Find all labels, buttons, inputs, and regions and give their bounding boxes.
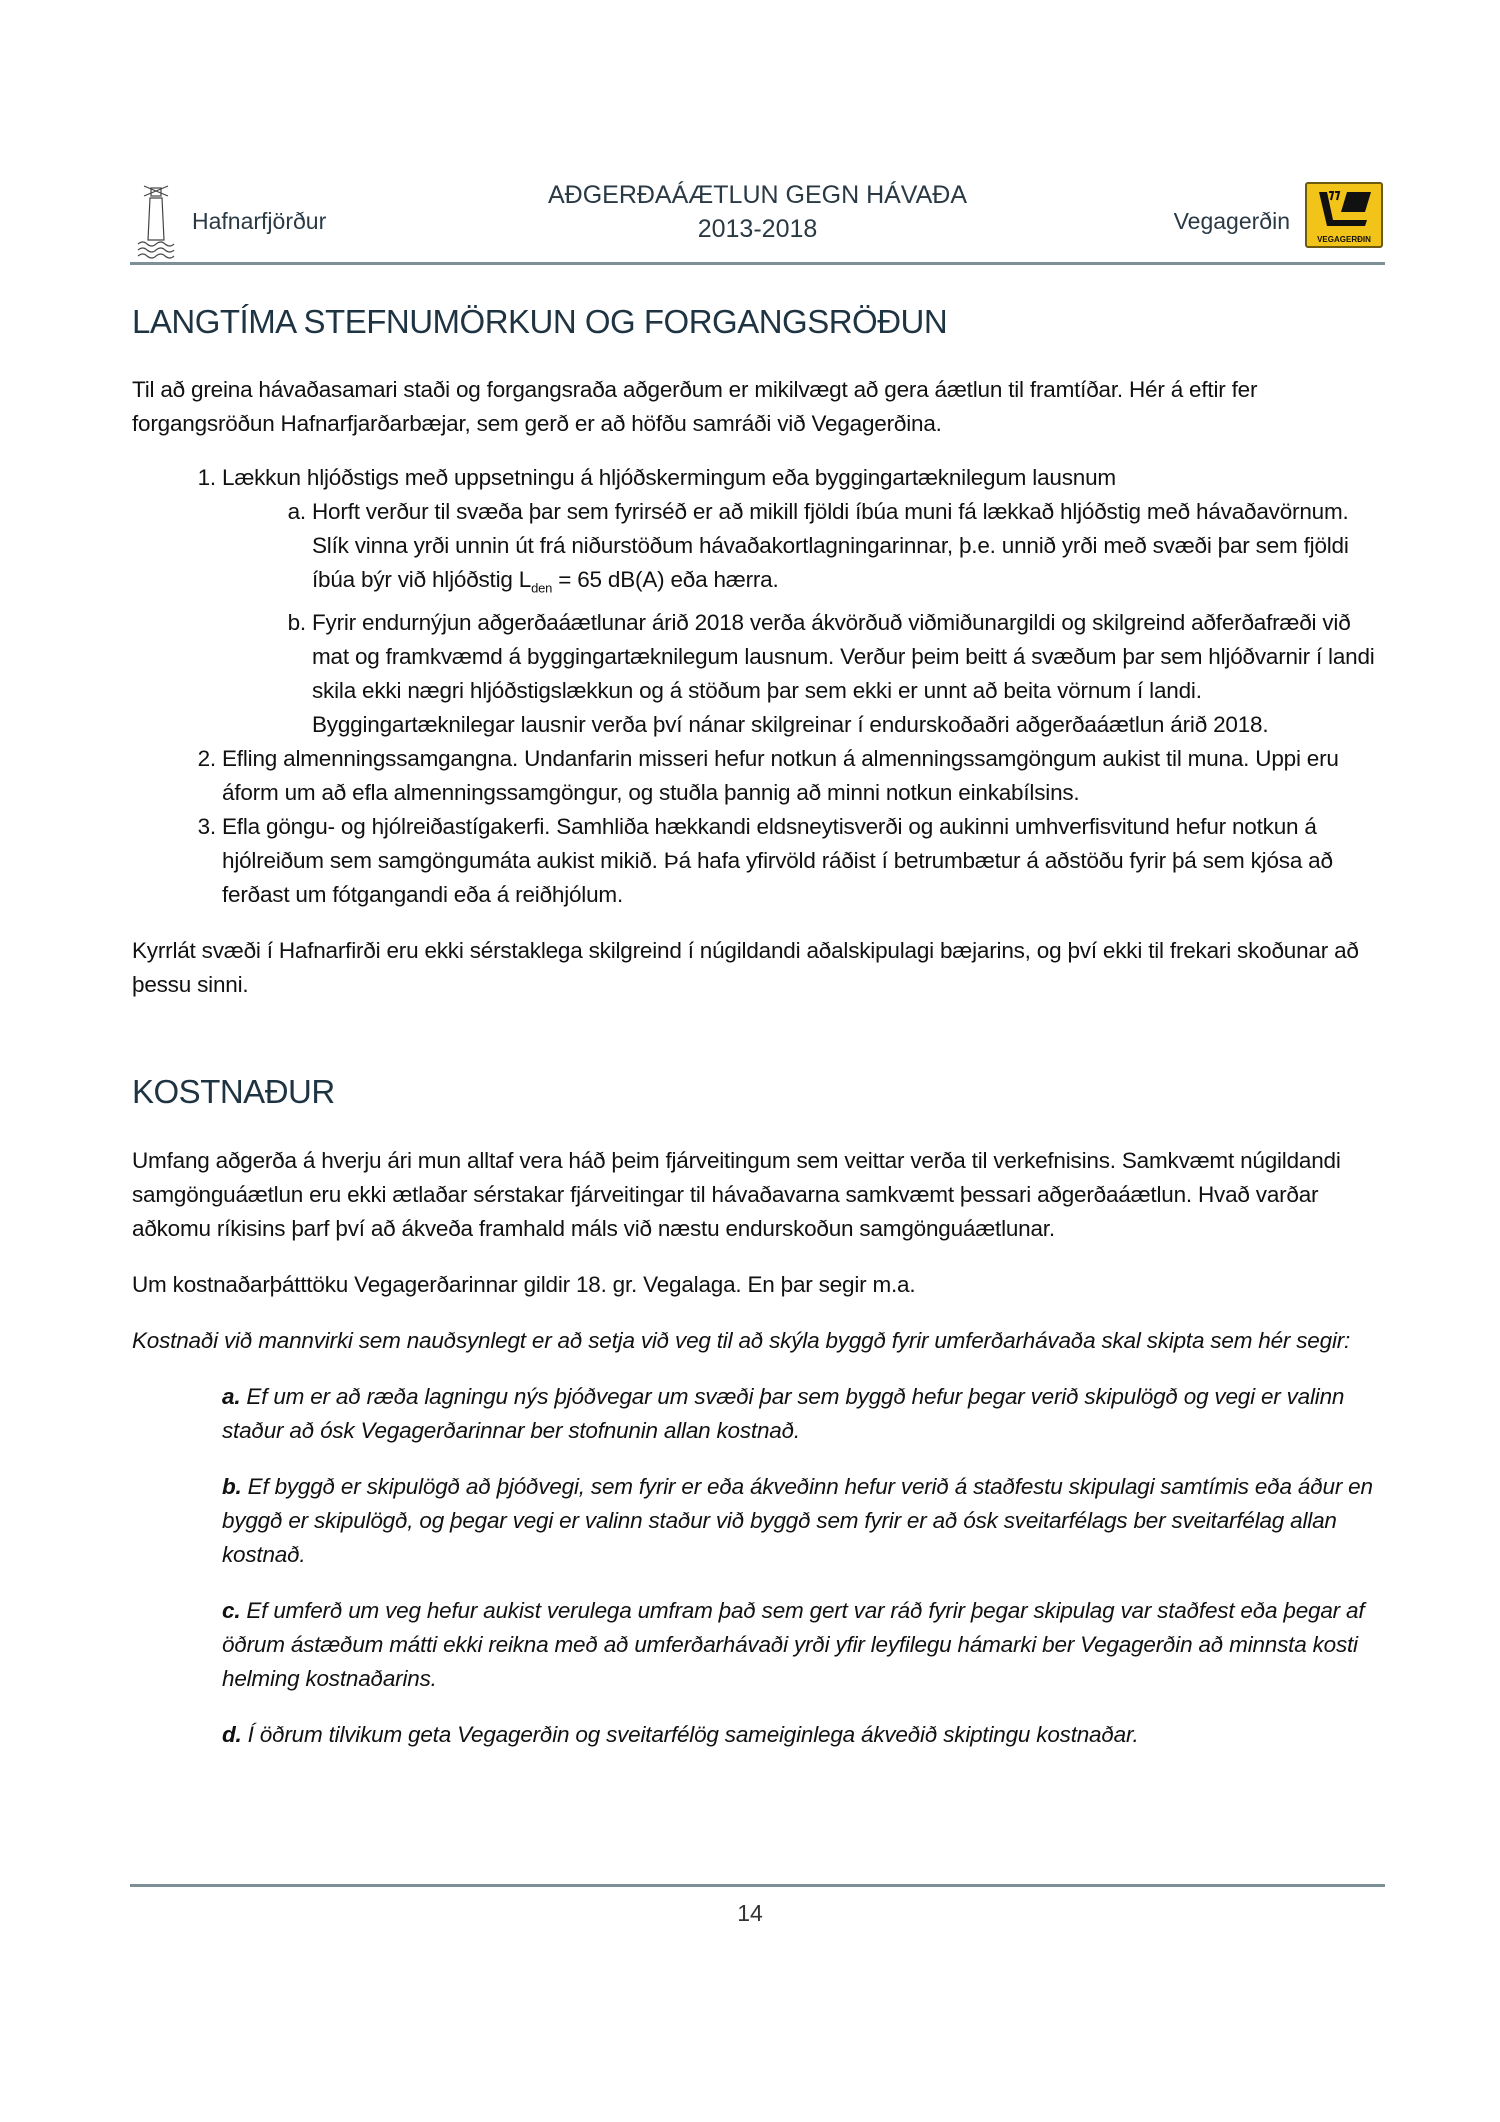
list-item-text: = 65 dB(A) eða hærra. (552, 567, 779, 592)
list-item-text: Lækkun hljóðstigs með uppsetningu á hljóðskermingum eða byggingartæknilegum lausnum (222, 465, 1116, 490)
quote-item (222, 1594, 1390, 1696)
section-heading-priorities: LANGTÍMA STEFNUMÖRKUN OG FORGANGSRÖÐUN (132, 303, 948, 340)
quote-item (222, 1380, 1390, 1448)
header-divider (130, 262, 1385, 265)
quote-label: a. (222, 1384, 241, 1409)
paragraph: Umfang aðgerða á hverju ári mun alltaf vera háð þeim fjárveitingum sem veittar verða til verkefnisins. Samkvæmt núgildandi samgönguáætlun eru ekki ætlaðar sérstakar fjárveitingar til hávaðavarna samkvæmt þessari aðgerðaáætlun. Hvað varðar aðkomu ríkisins þarf því að ákveða framhald máls við næstu endurskoðun samgönguáætlunar. (132, 1148, 1341, 1241)
quote-text: Í öðrum tilvikum geta Vegagerðin og sveitarfélög sameiginlega ákveðið skiptingu kostnaðar. (241, 1722, 1139, 1747)
header-right-label: Vegagerðin (1173, 208, 1290, 234)
quote-text: Ef byggð er skipulögð að þjóðvegi, sem fyrir er eða ákveðinn hefur verið á staðfestu skipulagi samtímis eða áður en byggð er skipulögð, og þegar vegi er valinn staður við byggð sem fyrir er að ósk sveitarfélags ber sveitarfélag allan kostnað. (222, 1474, 1373, 1567)
law-quote (132, 1380, 1390, 1752)
list-item (222, 461, 1390, 742)
priority-list (132, 461, 1390, 912)
quote-label: c. (222, 1598, 241, 1623)
sub-list (222, 495, 1390, 742)
closing-paragraph: Kyrrlát svæði í Hafnarfirði eru ekki sérstaklega skilgreind í núgildandi aðalskipulagi bæjarins, og því ekki til frekari skoðunar að þessu sinni. (132, 937, 1359, 997)
page-number: 14 (737, 1900, 763, 1926)
header-left-label: Hafnarfjörður (192, 208, 327, 234)
subscript: den (531, 580, 553, 596)
paragraph: Um kostnaðarþátttöku Vegagerðarinnar gildir 18. gr. Vegalaga. En þar segir m.a. (132, 1272, 916, 1297)
paragraph-italic: Kostnaði við mannvirki sem nauðsynlegt er að setja við veg til að skýla byggð fyrir umferðarhávaða skal skipta sem hér segir: (132, 1328, 1351, 1353)
quote-item (222, 1718, 1390, 1752)
intro-paragraph: Til að greina hávaðasamari staði og forgangsraða aðgerðum er mikilvægt að gera áætlun til framtíðar. Hér á eftir fer forgangsröðun Hafnarfjarðarbæjar, sem gerð er að höfðu samráði við Vegagerðina. (132, 377, 1258, 436)
list-item: 3. Efla göngu- og hjólreiðastígakerfi. Samhliða hækkandi eldsneytisverði og aukinni umhverfisvitund hefur notkun á hjólreiðum sem samgöngumáta aukist mikið. Þá hafa yfirvöld ráðist í betrumbætur á aðstöðu fyrir þá sem kjósa að ferðast um fótgangandi eða á reiðhjólum. (222, 810, 1390, 912)
list-item-text: Horft verður til svæða þar sem fyrirséð er að mikill fjöldi íbúa muni fá lækkað hljóðstig með hávaðavörnum. Slík vinna yrði unnin út frá niðurstöðum hávaðakortlagningarinnar, þ.e. unnið yrði með svæði þar sem fjöldi íbúa býr við hljóðstig L (312, 499, 1349, 592)
section-priorities-body (132, 373, 1390, 1002)
logo-text: VEGAGERÐIN (1317, 235, 1371, 244)
footer-divider (130, 1884, 1385, 1887)
section-cost-body (132, 1144, 1390, 1774)
quote-item (222, 1470, 1390, 1572)
list-item: 2. Efling almenningssamgangna. Undanfarin misseri hefur notkun á almenningssamgöngum aukist til muna. Uppi eru áform um að efla almenningssamgöngur, og stuðla þannig að minni notkun einkabílsins. (222, 742, 1390, 810)
list-item: b. Fyrir endurnýjun aðgerðaáætlunar árið 2018 verða ákvörðuð viðmiðunargildi og skilgreind aðferðafræði við mat og framkvæmd á byggingartæknilegum lausnum. Verður þeim beitt á svæðum þar sem hljóðvarnir í landi skila ekki nægri hljóðstigslækkun og á stöðum þar sem ekki er unnt að beita vörnum í landi. Byggingartæknilegar lausnir verða því nánar skilgreinar í endurskoðaðri aðgerðaáætlun árið 2018. (312, 606, 1390, 742)
page-header (130, 170, 1385, 260)
quote-label: d. (222, 1722, 242, 1747)
list-item (312, 495, 1390, 606)
document-title-years: 2013-2018 (697, 215, 818, 243)
section-heading-cost: KOSTNAÐUR (132, 1073, 335, 1110)
quote-text: Ef umferð um veg hefur aukist verulega umfram það sem gert var ráð fyrir þegar skipulag var staðfest eða þegar af öðrum ástæðum mátti ekki reikna með að umferðarhávaði yrði yfir leyfilegu hámarki ber Vegagerðin að minnsta kosti helming kostnaðarins. (222, 1598, 1365, 1691)
quote-label: b. (222, 1474, 242, 1499)
document-title-line1: AÐGERÐAÁÆTLUN GEGN HÁVAÐA (547, 181, 968, 209)
vegagerdin-logo-icon (1305, 182, 1383, 248)
quote-text: Ef um er að ræða lagningu nýs þjóðvegar um svæði þar sem byggð hefur þegar verið skipulögð og vegi er valinn staður að ósk Vegagerðarinnar ber stofnunin allan kostnað. (222, 1384, 1345, 1443)
